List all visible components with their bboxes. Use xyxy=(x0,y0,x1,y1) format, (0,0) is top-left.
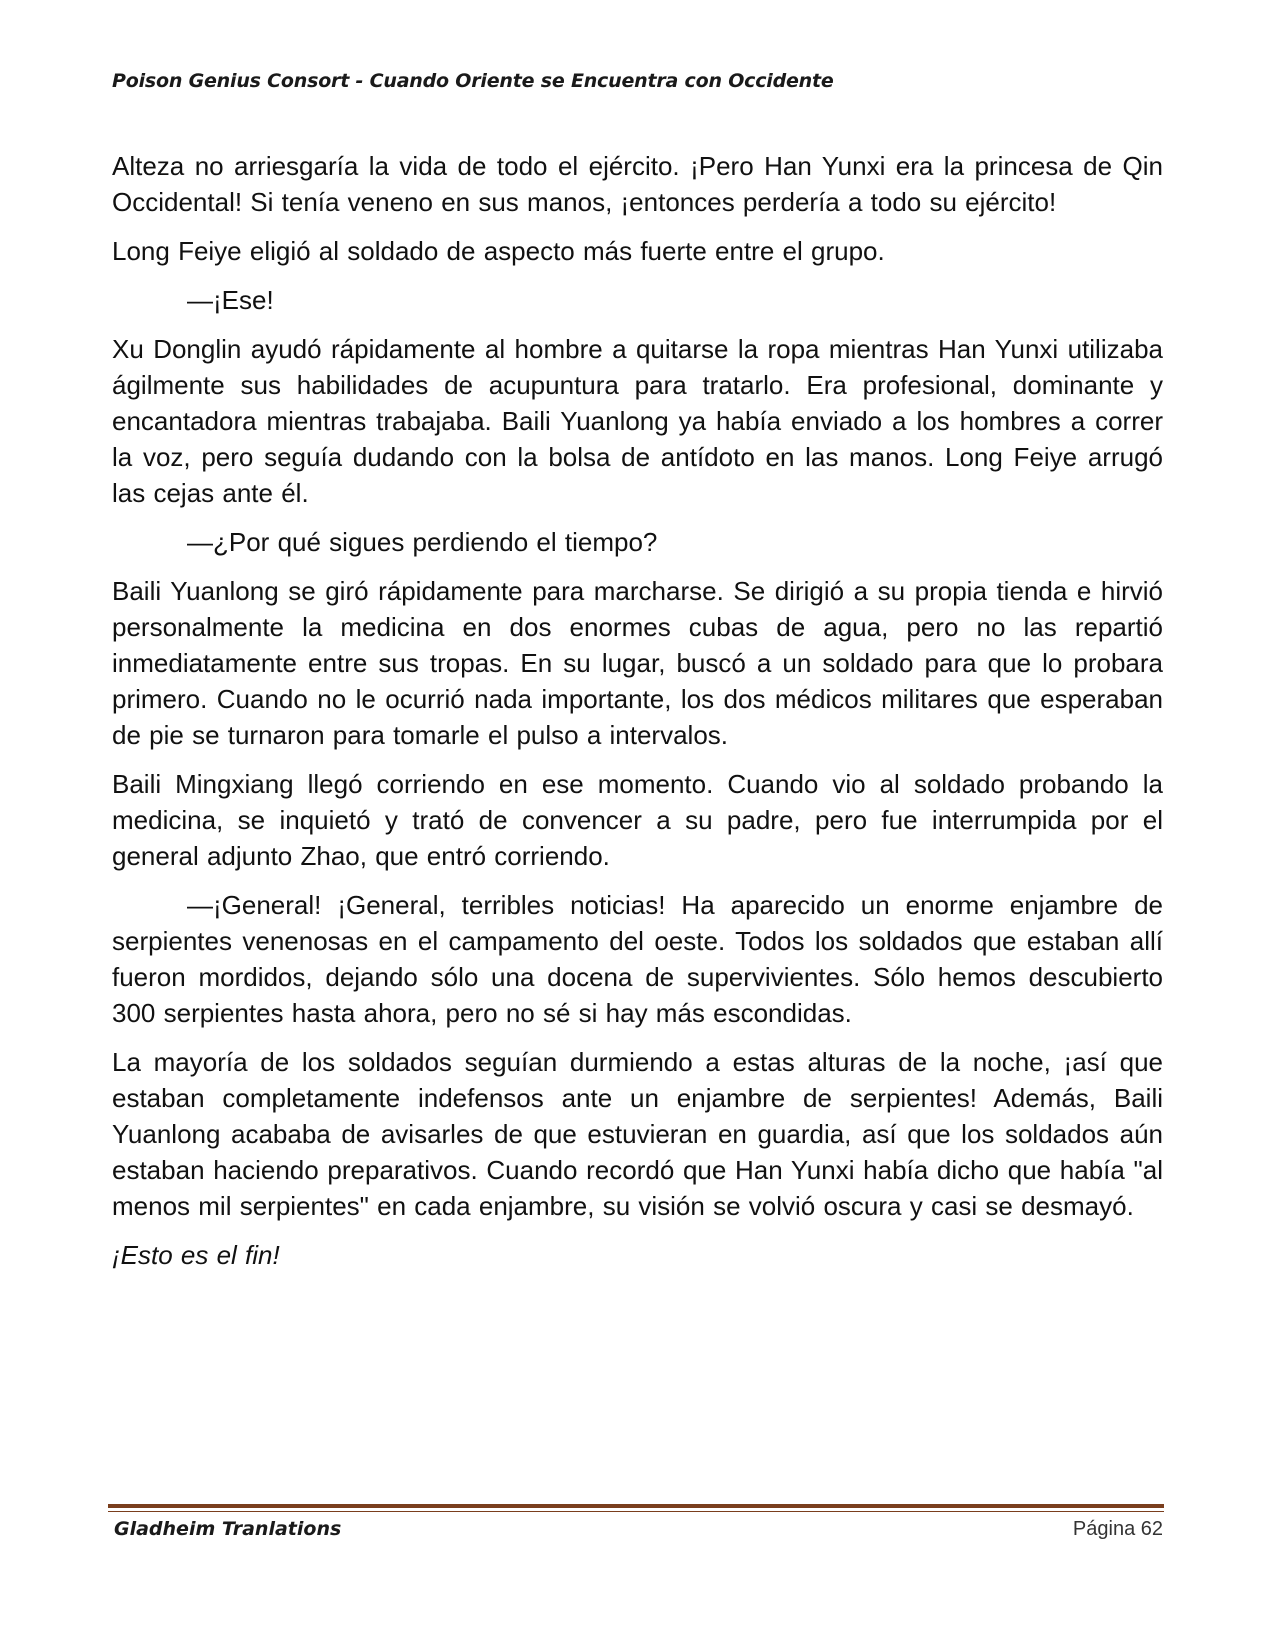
page-number: Página 62 xyxy=(1072,1518,1163,1540)
paragraph: Xu Donglin ayudó rápidamente al hombre a quitarse la ropa mientras Han Yunxi utilizaba ágilmente sus habilidades de acupuntura para tratarlo. Era profesional, dominante y encantadora mientras trabajaba. Baili Yuanlong ya había enviado a los hombres a correr la voz, pero seguía dudando con la bolsa de antídoto en las manos. Long Feiye arrugó las cejas ante él. xyxy=(112,334,1163,508)
dialogue-paragraph: —¿Por qué sigues perdiendo el tiempo? xyxy=(187,527,658,557)
italic-paragraph: ¡Esto es el fin! xyxy=(112,1240,280,1270)
footer-divider-thin xyxy=(108,1511,1164,1512)
body-text xyxy=(112,148,1163,1286)
paragraph: Baili Yuanlong se giró rápidamente para marcharse. Se dirigió a su propia tienda e hirvió personalmente la medicina en dos enormes cubas de agua, pero no las repartió inmediatamente entre sus tropas. En su lugar, buscó a un soldado para que lo probara primero. Cuando no le ocurrió nada importante, los dos médicos militares que esperaban de pie se turnaron para tomarle el pulso a intervalos. xyxy=(112,576,1163,750)
paragraph: Alteza no arriesgaría la vida de todo el ejército. ¡Pero Han Yunxi era la princesa de Qin Occidental! Si tenía veneno en sus manos, ¡entonces perdería a todo su ejército! xyxy=(112,151,1163,217)
dialogue-paragraph: —¡Ese! xyxy=(187,285,274,315)
page-header-title: Poison Genius Consort - Cuando Oriente se Encuentra con Occidente xyxy=(112,70,834,92)
dialogue-paragraph: —¡General! ¡General, terribles noticias! Ha aparecido un enorme enjambre de serpientes venenosas en el campamento del oeste. Todos los soldados que estaban allí fueron mordidos, dejando sólo una docena de supervivientes. Sólo hemos descubierto 300 serpientes hasta ahora, pero no sé si hay más escondidas. xyxy=(112,890,1163,1028)
footer-credit: Gladheim Tranlations xyxy=(114,1518,342,1540)
paragraph: Long Feiye eligió al soldado de aspecto más fuerte entre el grupo. xyxy=(112,236,885,266)
paragraph: Baili Mingxiang llegó corriendo en ese momento. Cuando vio al soldado probando la medicina, se inquietó y trató de convencer a su padre, pero fue interrumpida por el general adjunto Zhao, que entró corriendo. xyxy=(112,769,1163,871)
paragraph: La mayoría de los soldados seguían durmiendo a estas alturas de la noche, ¡así que estaban completamente indefensos ante un enjambre de serpientes! Además, Baili Yuanlong acababa de avisarles de que estuvieran en guardia, así que los soldados aún estaban haciendo preparativos. Cuando recordó que Han Yunxi había dicho que había "al menos mil serpientes" en cada enjambre, su visión se volvió oscura y casi se desmayó. xyxy=(112,1047,1163,1221)
footer-divider xyxy=(108,1504,1164,1508)
